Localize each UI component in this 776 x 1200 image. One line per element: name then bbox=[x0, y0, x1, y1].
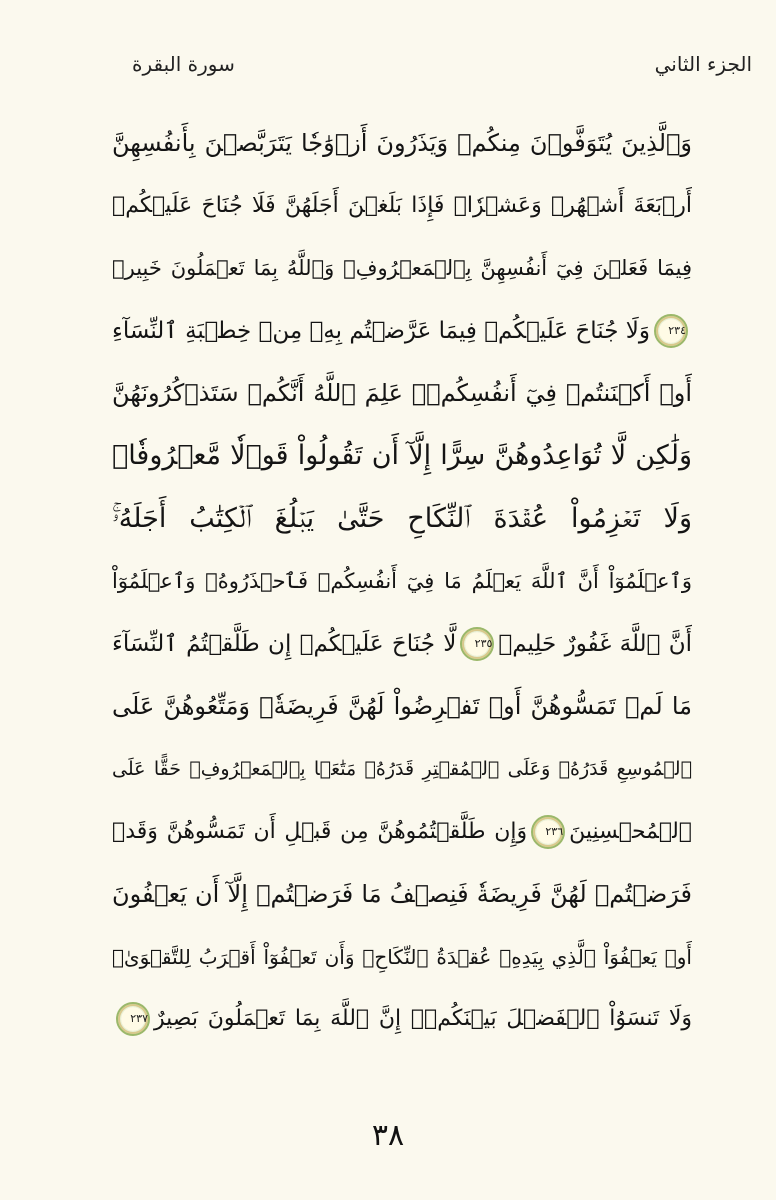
juz-label: الجزء الثاني bbox=[654, 52, 752, 76]
verse-text: أَنَّ ٱللَّهَ غَفُورٌ حَلِيمٞ bbox=[498, 630, 692, 657]
verse-text: وَٱلَّذِينَ يُتَوَفَّوۡنَ مِنكُمۡ وَيَذَرُونَ أَزۡوَٰجٗا يَتَرَبَّصۡنَ بِأَنفُسِهِنَّ bbox=[112, 129, 692, 157]
verse-line-4 bbox=[112, 300, 692, 363]
verse-line-6 bbox=[112, 425, 692, 488]
verse-line-3 bbox=[112, 237, 692, 300]
verse-line-2 bbox=[112, 175, 692, 238]
verse-text: وَلَا تَنسَوُاْ ٱلۡفَضۡلَ بَيۡنَكُمۡۚ إِنَّ ٱللَّهَ بِمَا تَعۡمَلُونَ بَصِيرٌ bbox=[154, 1006, 692, 1032]
verse-text: وَإِن طَلَّقۡتُمُوهُنَّ مِن قَبۡلِ أَن تَمَسُّوهُنَّ وَقَدۡ bbox=[112, 818, 528, 844]
page-number: ٣٨ bbox=[371, 1118, 405, 1153]
verse-text: ٱلۡمُحۡسِنِينَ bbox=[569, 818, 692, 844]
ayah-marker-236: ٢٣٦ bbox=[531, 815, 565, 849]
verse-line-12 bbox=[112, 801, 692, 864]
surah-label: سورة البقرة bbox=[132, 52, 235, 76]
verse-text: ٱلۡمُوسِعِ قَدَرُهُۥ وَعَلَى ٱلۡمُقۡتِرِ قَدَرُهُۥ مَتَٰعَۢا بِٱلۡمَعۡرُوفِۖ حَقًّا عَلَى bbox=[112, 757, 692, 780]
verse-line-10 bbox=[112, 675, 692, 738]
verse-text: لَّا جُنَاحَ عَلَيۡكُمۡ إِن طَلَّقۡتُمُ ٱلنِّسَآءَ bbox=[112, 630, 457, 657]
verse-text: وَلَا جُنَاحَ عَلَيۡكُمۡ فِيمَا عَرَّضۡتُم بِهِۦ مِنۡ خِطۡبَةِ ٱلنِّسَآءِ bbox=[112, 317, 650, 344]
ayah-marker-237: ٢٣٧ bbox=[116, 1002, 150, 1036]
ayah-marker-235: ٢٣٥ bbox=[460, 627, 494, 661]
verse-text: فِيمَا فَعَلۡنَ فِيٓ أَنفُسِهِنَّ بِٱلۡمَعۡرُوفِۗ وَٱللَّهُ بِمَا تَعۡمَلُونَ خَبِيرٞ bbox=[112, 256, 692, 281]
verse-text: وَلَٰكِن لَّا تُوَاعِدُوهُنَّ سِرًّا إِلَّآ أَن تَقُولُواْ قَوۡلٗا مَّعۡرُوفٗاۚ bbox=[112, 439, 692, 471]
verse-line-14 bbox=[112, 926, 692, 989]
verse-text: فَرَضۡتُمۡ لَهُنَّ فَرِيضَةٗ فَنِصۡفُ مَا فَرَضۡتُمۡ إِلَّآ أَن يَعۡفُونَ bbox=[112, 880, 692, 909]
verse-text: أَوۡ أَكۡنَنتُمۡ فِيٓ أَنفُسِكُمۡۚ عَلِمَ ٱللَّهُ أَنَّكُمۡ سَتَذۡكُرُونَهُنَّ bbox=[112, 379, 692, 408]
verse-text: أَرۡبَعَةَ أَشۡهُرٖ وَعَشۡرٗاۖ فَإِذَا بَلَغۡنَ أَجَلَهُنَّ فَلَا جُنَاحَ عَلَيۡكُمۡ bbox=[112, 192, 692, 218]
ayah-marker-234: ٢٣٤ bbox=[654, 314, 688, 348]
verse-line-8 bbox=[112, 550, 692, 613]
verse-line-7 bbox=[112, 488, 692, 551]
verse-text: وَلَا تَعۡزِمُواْ عُقۡدَةَ ٱلنِّكَاحِ حَتَّىٰ يَبۡلُغَ ٱلۡكِتَٰبُ أَجَلَهُۥۚ bbox=[112, 502, 692, 534]
verse-line-11 bbox=[112, 738, 692, 801]
verse-text: مَا لَمۡ تَمَسُّوهُنَّ أَوۡ تَفۡرِضُواْ لَهُنَّ فَرِيضَةٗۚ وَمَتِّعُوهُنَّ عَلَى bbox=[112, 692, 692, 721]
page-header bbox=[132, 52, 752, 88]
verse-text: أَوۡ يَعۡفُوَاْ ٱلَّذِي بِيَدِهِۦ عُقۡدَةُ ٱلنِّكَاحِۚ وَأَن تَعۡفُوٓاْ أَقۡرَبُ لِلتَّقۡوَىٰۚ bbox=[112, 944, 692, 969]
verse-line-1 bbox=[112, 112, 692, 175]
verse-line-9 bbox=[112, 613, 692, 676]
verse-text: وَٱعۡلَمُوٓاْ أَنَّ ٱللَّهَ يَعۡلَمُ مَا فِيٓ أَنفُسِكُمۡ فَٱحۡذَرُوهُۚ وَٱعۡلَمُوٓاْ bbox=[112, 569, 692, 594]
verse-line-15 bbox=[112, 988, 692, 1051]
verse-line-13 bbox=[112, 863, 692, 926]
verse-line-5 bbox=[112, 362, 692, 425]
verses-block bbox=[112, 112, 692, 1051]
